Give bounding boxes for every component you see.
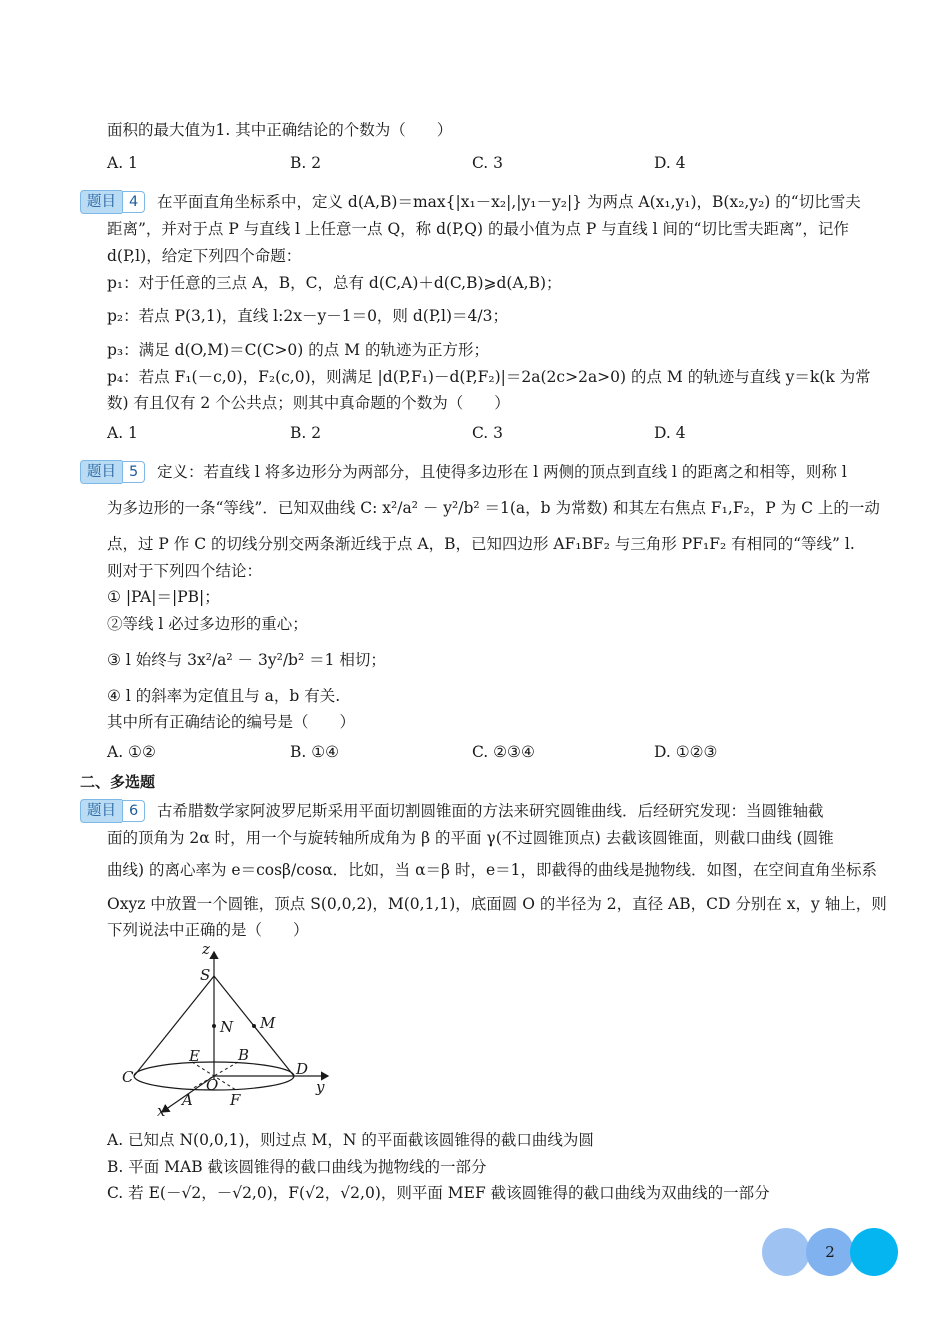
- q5-tag-number: 5: [122, 461, 145, 483]
- label-z: z: [202, 940, 210, 958]
- q4-choice-a: A. 1: [107, 424, 138, 442]
- q4-tag: [80, 191, 145, 213]
- cone-figure: [110, 940, 350, 1120]
- q4-choice-d: D. 4: [654, 424, 686, 442]
- section-heading-multi-choice: 二、多选题: [80, 773, 156, 791]
- label-b: B: [238, 1046, 250, 1064]
- q6-line-5: 下列说法中正确的是（ ）: [107, 921, 309, 939]
- q4-choice-c: C. 3: [472, 424, 504, 442]
- q3-choice-d: D. 4: [654, 154, 686, 172]
- q5-tag: [80, 461, 145, 483]
- q6-option-b: B. 平面 MAB 截该圆锥得的截口曲线为抛物线的一部分: [107, 1158, 487, 1176]
- q6-tag: [80, 800, 145, 822]
- q4-choice-b: B. 2: [290, 424, 322, 442]
- q6-line-3: 曲线) 的离心率为 e＝cosβ/cosα．比如，当 α＝β 时，e＝1，即截得的曲线是抛物线．如图，在空间直角坐标系: [107, 861, 877, 879]
- q5-choice-c: C. ②③④: [472, 743, 535, 761]
- q3-choice-b: B. 2: [290, 154, 322, 172]
- q5-conclusion-1: ① |PA|＝|PB|；: [107, 588, 220, 606]
- q5-question: 其中所有正确结论的编号是（ ）: [107, 713, 356, 731]
- q5-tag-label: 题目: [80, 460, 122, 484]
- q4-line-3: d(P,l)，给定下列四个命题：: [107, 247, 302, 265]
- q3-choice-a: A. 1: [107, 154, 138, 172]
- q6-tag-label: 题目: [80, 799, 122, 823]
- q4-tag-label: 题目: [80, 190, 122, 214]
- q5-conclusion-2: ②等线 l 必过多边形的重心；: [107, 615, 308, 633]
- label-y: y: [316, 1078, 325, 1096]
- q5-conclusion-4: ④ l 的斜率为定值且与 a，b 有关.: [107, 687, 341, 705]
- label-f: F: [230, 1091, 241, 1109]
- q4-line-1: 在平面直角坐标系中，定义 d(A,B)＝max{|x₁－x₂|,|y₁－y₂|} 为两点 A(x₁,y₁)，B(x₂,y₂) 的“切比雪夫: [157, 193, 861, 211]
- q4-tag-number: 4: [122, 191, 145, 213]
- q5-line-3: 点，过 P 作 C 的切线分别交两条渐近线于点 A，B，已知四边形 AF₁BF₂ 与三角形 PF₁F₂ 有相同的“等线” l.: [107, 535, 855, 553]
- q5-line-4: 则对于下列四个结论：: [107, 562, 263, 580]
- q5-choice-a: A. ①②: [107, 743, 156, 761]
- q3-choice-c: C. 3: [472, 154, 504, 172]
- q4-p3: p₃：满足 d(O,M)＝C(C>0) 的点 M 的轨迹为正方形；: [107, 341, 489, 359]
- q5-choice-b: B. ①④: [290, 743, 340, 761]
- label-n: N: [220, 1018, 234, 1036]
- q4-line-2: 距离”，并对于点 P 与直线 l 上任意一点 Q，称 d(P,Q) 的最小值为点 P 与直线 l 间的“切比雪夫距离”，记作: [107, 220, 849, 238]
- q6-option-a: A. 已知点 N(0,0,1)，则过点 M，N 的平面截该圆锥得的截口曲线为圆: [107, 1131, 594, 1149]
- q6-line-1: 古希腊数学家阿波罗尼斯采用平面切割圆锥面的方法来研究圆锥曲线．后经研究发现：当圆锥轴截: [157, 802, 824, 820]
- q4-line-end: 数) 有且仅有 2 个公共点；则其中真命题的个数为（ ）: [107, 394, 510, 412]
- q6-option-c: C. 若 E(－√2，－√2,0)，F(√2，√2,0)，则平面 MEF 截该圆锥得的截口曲线为双曲线的一部分: [107, 1184, 770, 1202]
- page-number-badge: [762, 1228, 902, 1278]
- point-m: [252, 1024, 256, 1028]
- label-s: S: [200, 966, 211, 984]
- page-number: 2: [825, 1243, 835, 1261]
- label-x: x: [157, 1102, 166, 1120]
- q6-line-4: Oxyz 中放置一个圆锥，顶点 S(0,0,2)，M(0,1,1)，底面圆 O 的半径为 2，直径 AB，CD 分别在 x，y 轴上，则: [107, 895, 887, 913]
- q5-line-2: 为多边形的一条“等线”．已知双曲线 C: x²/a² － y²/b² ＝1(a，b 为常数) 和其左右焦点 F₁,F₂，P 为 C 上的一动: [107, 499, 880, 517]
- label-c: C: [122, 1068, 134, 1086]
- badge-circle-right: [850, 1228, 898, 1276]
- q4-p2: p₂：若点 P(3,1)，直线 l:2x－y－1＝0，则 d(P,l)＝4/3；: [107, 307, 508, 325]
- cone-side-left: [134, 976, 214, 1076]
- point-n: [212, 1024, 216, 1028]
- q6-tag-number: 6: [122, 800, 145, 822]
- label-m: M: [260, 1014, 276, 1032]
- q5-choice-d: D. ①②③: [654, 743, 718, 761]
- q3-tail-text: 面积的最大值为1. 其中正确结论的个数为（ ）: [107, 121, 453, 139]
- label-a: A: [182, 1091, 193, 1109]
- label-e: E: [189, 1047, 200, 1065]
- q6-line-2: 面的顶角为 2α 时，用一个与旋转轴所成角为 β 的平面 γ(不过圆锥顶点) 去截该圆锥面，则截口曲线 (圆锥: [107, 829, 834, 847]
- q4-p1: p₁：对于任意的三点 A，B，C，总有 d(C,A)＋d(C,B)⩾d(A,B)；: [107, 274, 562, 292]
- label-o: O: [206, 1076, 219, 1094]
- q4-p4: p₄：若点 F₁(－c,0)，F₂(c,0)，则满足 |d(P,F₁)－d(P,F₂)|＝2a(2c>2a>0) 的点 M 的轨迹与直线 y＝k(k 为常: [107, 368, 871, 386]
- badge-circle-left: [762, 1228, 810, 1276]
- q5-line-1: 定义：若直线 l 将多边形分为两部分，且使得多边形在 l 两侧的顶点到直线 l 的距离之和相等，则称 l: [157, 463, 847, 481]
- q5-conclusion-3: ③ l 始终与 3x²/a² － 3y²/b² ＝1 相切；: [107, 651, 386, 669]
- label-d: D: [296, 1060, 309, 1078]
